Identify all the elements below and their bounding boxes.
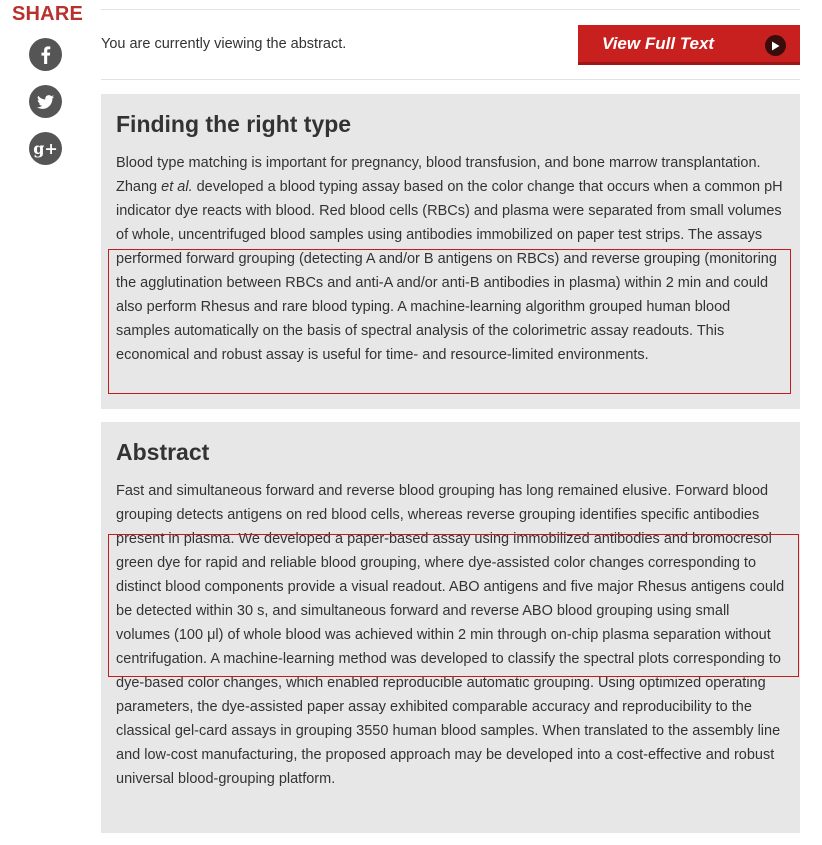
facebook-share-button[interactable] bbox=[29, 38, 62, 71]
google-plus-share-button[interactable] bbox=[29, 132, 62, 165]
abstract-panel bbox=[101, 422, 800, 833]
view-full-text-button[interactable] bbox=[578, 25, 800, 65]
facebook-icon bbox=[29, 38, 62, 71]
google-plus-icon bbox=[29, 132, 62, 165]
play-arrow-icon bbox=[765, 35, 786, 56]
share-title: SHARE bbox=[12, 3, 84, 25]
svg-text:g+: g+ bbox=[33, 139, 58, 158]
view-full-text-label: View Full Text bbox=[602, 34, 715, 53]
abstract-text: Fast and simultaneous forward and reverse blood grouping has long remained elusive. Forward blood grouping detects antigens on red blood cells, whereas reverse grouping identifies specific antibodies present in plasma. We developed a paper-based assay using immobilized antibodies and bromocresol green dye for rapid and reliable blood grouping, where dye-assisted color changes corresponding to distinct blood components provide a visual readout. ABO antigens and five major Rhesus antigens could be detected within 30 s, and simultaneous forward and reverse ABO blood grouping using small volumes (100 μl) of whole blood was achieved within 2 min through on-chip plasma separation without centrifugation. A machine-learning method was developed to classify the spectral plots corresponding to dye-based color changes, which enabled reproducible automatic grouping. Using optimized operating parameters, the dye-assisted paper assay exhibited comparable accuracy and reproducibility to the classical gel-card assays in grouping 3550 human blood samples. When translated to the assembly line and low-cost manufacturing, the proposed approach may be developed into a cost-effective and robust universal blood-grouping platform. bbox=[116, 483, 785, 787]
notice-divider bbox=[101, 79, 800, 80]
twitter-share-button[interactable] bbox=[29, 85, 62, 118]
top-divider bbox=[101, 9, 800, 10]
twitter-icon bbox=[29, 85, 62, 118]
summary-text: Blood type matching is important for pregnancy, blood transfusion, and bone marrow transplantation. Zhang et al. developed a blood typing assay based on the color change that occurs when a common pH indicator dye reacts with blood. Red blood cells (RBCs) and plasma were separated from small volumes of whole, uncentrifuged blood samples using antibodies immobilized on paper test strips. The assays performed forward grouping (detecting A and/or B antigens on RBCs) and reverse grouping (monitoring the agglutination between RBCs and anti-A and/or anti-B antibodies in plasma) within 2 min and could also perform Rhesus and rare blood typing. A machine-learning algorithm grouped human blood samples automatically on the basis of spectral analysis of the colorimetric assay readouts. This economical and robust assay is useful for time- and resource-limited environments. bbox=[116, 155, 783, 363]
editor-summary-panel bbox=[101, 94, 800, 409]
summary-heading: Finding the right type bbox=[116, 111, 352, 137]
abstract-heading: Abstract bbox=[116, 439, 210, 465]
abstract-notice: You are currently viewing the abstract. bbox=[101, 36, 347, 52]
